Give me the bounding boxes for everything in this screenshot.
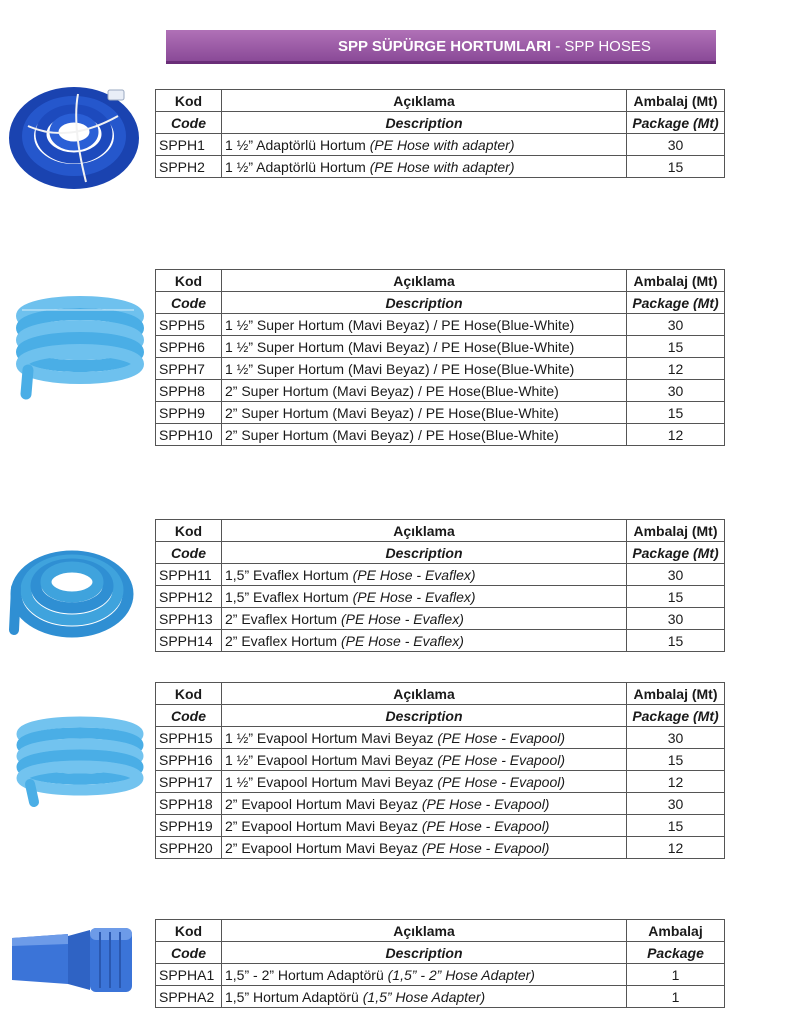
product-description: 1 ½” Super Hortum (Mavi Beyaz) / PE Hose(Blue-White) xyxy=(222,336,627,358)
product-description: 1,5” - 2” Hortum Adaptörü (1,5” - 2” Hose Adapter) xyxy=(222,964,627,986)
product-description: 2” Evapool Hortum Mavi Beyaz (PE Hose - Evapool) xyxy=(222,837,627,859)
package-quantity: 30 xyxy=(627,608,725,630)
product-code: SPPH6 xyxy=(156,336,222,358)
header-description-en: Description xyxy=(222,292,627,314)
table-row xyxy=(156,358,725,380)
product-table-hose-adapters xyxy=(155,919,725,1008)
header-code: Kod xyxy=(156,920,222,942)
header-code-en: Code xyxy=(156,942,222,964)
package-quantity: 15 xyxy=(627,630,725,652)
table-row xyxy=(156,586,725,608)
table-row xyxy=(156,336,725,358)
table-row xyxy=(156,815,725,837)
package-quantity: 12 xyxy=(627,358,725,380)
table-row xyxy=(156,402,725,424)
package-quantity: 30 xyxy=(627,380,725,402)
product-description: 1 ½” Super Hortum (Mavi Beyaz) / PE Hose(Blue-White) xyxy=(222,358,627,380)
product-description: 1 ½” Evapool Hortum Mavi Beyaz (PE Hose - Evapool) xyxy=(222,749,627,771)
package-quantity: 30 xyxy=(627,793,725,815)
product-description: 2” Super Hortum (Mavi Beyaz) / PE Hose(Blue-White) xyxy=(222,424,627,446)
header-package: Ambalaj (Mt) xyxy=(627,90,725,112)
header-description: Açıklama xyxy=(222,520,627,542)
header-code-en: Code xyxy=(156,292,222,314)
header-code: Kod xyxy=(156,520,222,542)
table-header-row-tr xyxy=(156,520,725,542)
product-code: SPPH7 xyxy=(156,358,222,380)
header-description-en: Description xyxy=(222,542,627,564)
table-header-row-en xyxy=(156,292,725,314)
table-header-row-en xyxy=(156,942,725,964)
section-title-banner xyxy=(166,30,716,64)
table-row xyxy=(156,564,725,586)
package-quantity: 12 xyxy=(627,837,725,859)
table-header-row-tr xyxy=(156,920,725,942)
table-row xyxy=(156,630,725,652)
header-code-en: Code xyxy=(156,112,222,134)
package-quantity: 15 xyxy=(627,815,725,837)
package-quantity: 15 xyxy=(627,749,725,771)
product-code: SPPH16 xyxy=(156,749,222,771)
package-quantity: 12 xyxy=(627,771,725,793)
product-code: SPPH19 xyxy=(156,815,222,837)
package-quantity: 30 xyxy=(627,727,725,749)
header-package-en: Package (Mt) xyxy=(627,292,725,314)
product-description: 2” Super Hortum (Mavi Beyaz) / PE Hose(Blue-White) xyxy=(222,402,627,424)
product-code: SPPH12 xyxy=(156,586,222,608)
product-table-adapter-hoses xyxy=(155,89,725,178)
header-package: Ambalaj (Mt) xyxy=(627,270,725,292)
hose-coil-dark-blue-image xyxy=(8,86,140,192)
table-row xyxy=(156,314,725,336)
section-title xyxy=(338,38,651,55)
package-quantity: 12 xyxy=(627,424,725,446)
table-header-row-tr xyxy=(156,683,725,705)
table-row xyxy=(156,380,725,402)
header-description-en: Description xyxy=(222,705,627,727)
title-turkish: SPP SÜPÜRGE HORTUMLARI xyxy=(338,38,552,55)
table-row xyxy=(156,134,725,156)
header-description: Açıklama xyxy=(222,683,627,705)
header-code-en: Code xyxy=(156,542,222,564)
product-description: 1,5” Hortum Adaptörü (1,5” Hose Adapter) xyxy=(222,986,627,1008)
product-code: SPPHA1 xyxy=(156,964,222,986)
table-row xyxy=(156,964,725,986)
header-package: Ambalaj (Mt) xyxy=(627,683,725,705)
hose-coil-evaflex-image xyxy=(6,538,138,642)
header-package-en: Package (Mt) xyxy=(627,112,725,134)
package-quantity: 15 xyxy=(627,336,725,358)
product-description: 1,5” Evaflex Hortum (PE Hose - Evaflex) xyxy=(222,586,627,608)
product-description: 1 ½” Evapool Hortum Mavi Beyaz (PE Hose - Evapool) xyxy=(222,727,627,749)
product-code: SPPH5 xyxy=(156,314,222,336)
title-english: SPP HOSES xyxy=(564,38,651,55)
product-description: 1 ½” Adaptörlü Hortum (PE Hose with adapter) xyxy=(222,134,627,156)
product-description: 1,5” Evaflex Hortum (PE Hose - Evaflex) xyxy=(222,564,627,586)
product-code: SPPH20 xyxy=(156,837,222,859)
header-code-en: Code xyxy=(156,705,222,727)
title-separator: - xyxy=(555,38,561,55)
table-row xyxy=(156,727,725,749)
package-quantity: 1 xyxy=(627,986,725,1008)
table-row xyxy=(156,749,725,771)
package-quantity: 15 xyxy=(627,402,725,424)
product-code: SPPH18 xyxy=(156,793,222,815)
product-code: SPPH9 xyxy=(156,402,222,424)
product-code: SPPH17 xyxy=(156,771,222,793)
header-package-en: Package (Mt) xyxy=(627,542,725,564)
product-description: 2” Evaflex Hortum (PE Hose - Evaflex) xyxy=(222,630,627,652)
product-description: 2” Evapool Hortum Mavi Beyaz (PE Hose - Evapool) xyxy=(222,793,627,815)
product-table-evapool-hoses xyxy=(155,682,725,859)
product-code: SPPH11 xyxy=(156,564,222,586)
header-package-en: Package xyxy=(627,942,725,964)
product-code: SPPH13 xyxy=(156,608,222,630)
product-table-super-hoses xyxy=(155,269,725,446)
table-header-row-en xyxy=(156,542,725,564)
table-row xyxy=(156,986,725,1008)
package-quantity: 1 xyxy=(627,964,725,986)
header-description: Açıklama xyxy=(222,270,627,292)
header-package: Ambalaj (Mt) xyxy=(627,520,725,542)
product-description: 1 ½” Super Hortum (Mavi Beyaz) / PE Hose(Blue-White) xyxy=(222,314,627,336)
table-header-row-tr xyxy=(156,270,725,292)
table-header-row-tr xyxy=(156,90,725,112)
table-row xyxy=(156,424,725,446)
product-code: SPPH2 xyxy=(156,156,222,178)
hose-adapter-image xyxy=(8,924,138,996)
package-quantity: 30 xyxy=(627,314,725,336)
product-code: SPPHA2 xyxy=(156,986,222,1008)
header-description-en: Description xyxy=(222,112,627,134)
header-code: Kod xyxy=(156,90,222,112)
table-row xyxy=(156,837,725,859)
hose-coil-evapool-image xyxy=(8,712,148,810)
package-quantity: 15 xyxy=(627,586,725,608)
product-code: SPPH8 xyxy=(156,380,222,402)
header-package-en: Package (Mt) xyxy=(627,705,725,727)
header-description-en: Description xyxy=(222,942,627,964)
header-code: Kod xyxy=(156,683,222,705)
header-package: Ambalaj xyxy=(627,920,725,942)
product-code: SPPH14 xyxy=(156,630,222,652)
header-description: Açıklama xyxy=(222,90,627,112)
header-description: Açıklama xyxy=(222,920,627,942)
table-header-row-en xyxy=(156,112,725,134)
table-row xyxy=(156,793,725,815)
product-description: 1 ½” Adaptörlü Hortum (PE Hose with adapter) xyxy=(222,156,627,178)
product-description: 1 ½” Evapool Hortum Mavi Beyaz (PE Hose - Evapool) xyxy=(222,771,627,793)
product-description: 2” Super Hortum (Mavi Beyaz) / PE Hose(Blue-White) xyxy=(222,380,627,402)
table-row xyxy=(156,608,725,630)
product-description: 2” Evapool Hortum Mavi Beyaz (PE Hose - Evapool) xyxy=(222,815,627,837)
hose-coil-blue-white-image xyxy=(8,290,148,408)
product-description: 2” Evaflex Hortum (PE Hose - Evaflex) xyxy=(222,608,627,630)
table-row xyxy=(156,156,725,178)
header-code: Kod xyxy=(156,270,222,292)
product-code: SPPH1 xyxy=(156,134,222,156)
product-code: SPPH15 xyxy=(156,727,222,749)
table-header-row-en xyxy=(156,705,725,727)
product-code: SPPH10 xyxy=(156,424,222,446)
product-table-evaflex-hoses xyxy=(155,519,725,652)
table-row xyxy=(156,771,725,793)
package-quantity: 30 xyxy=(627,564,725,586)
package-quantity: 15 xyxy=(627,156,725,178)
package-quantity: 30 xyxy=(627,134,725,156)
